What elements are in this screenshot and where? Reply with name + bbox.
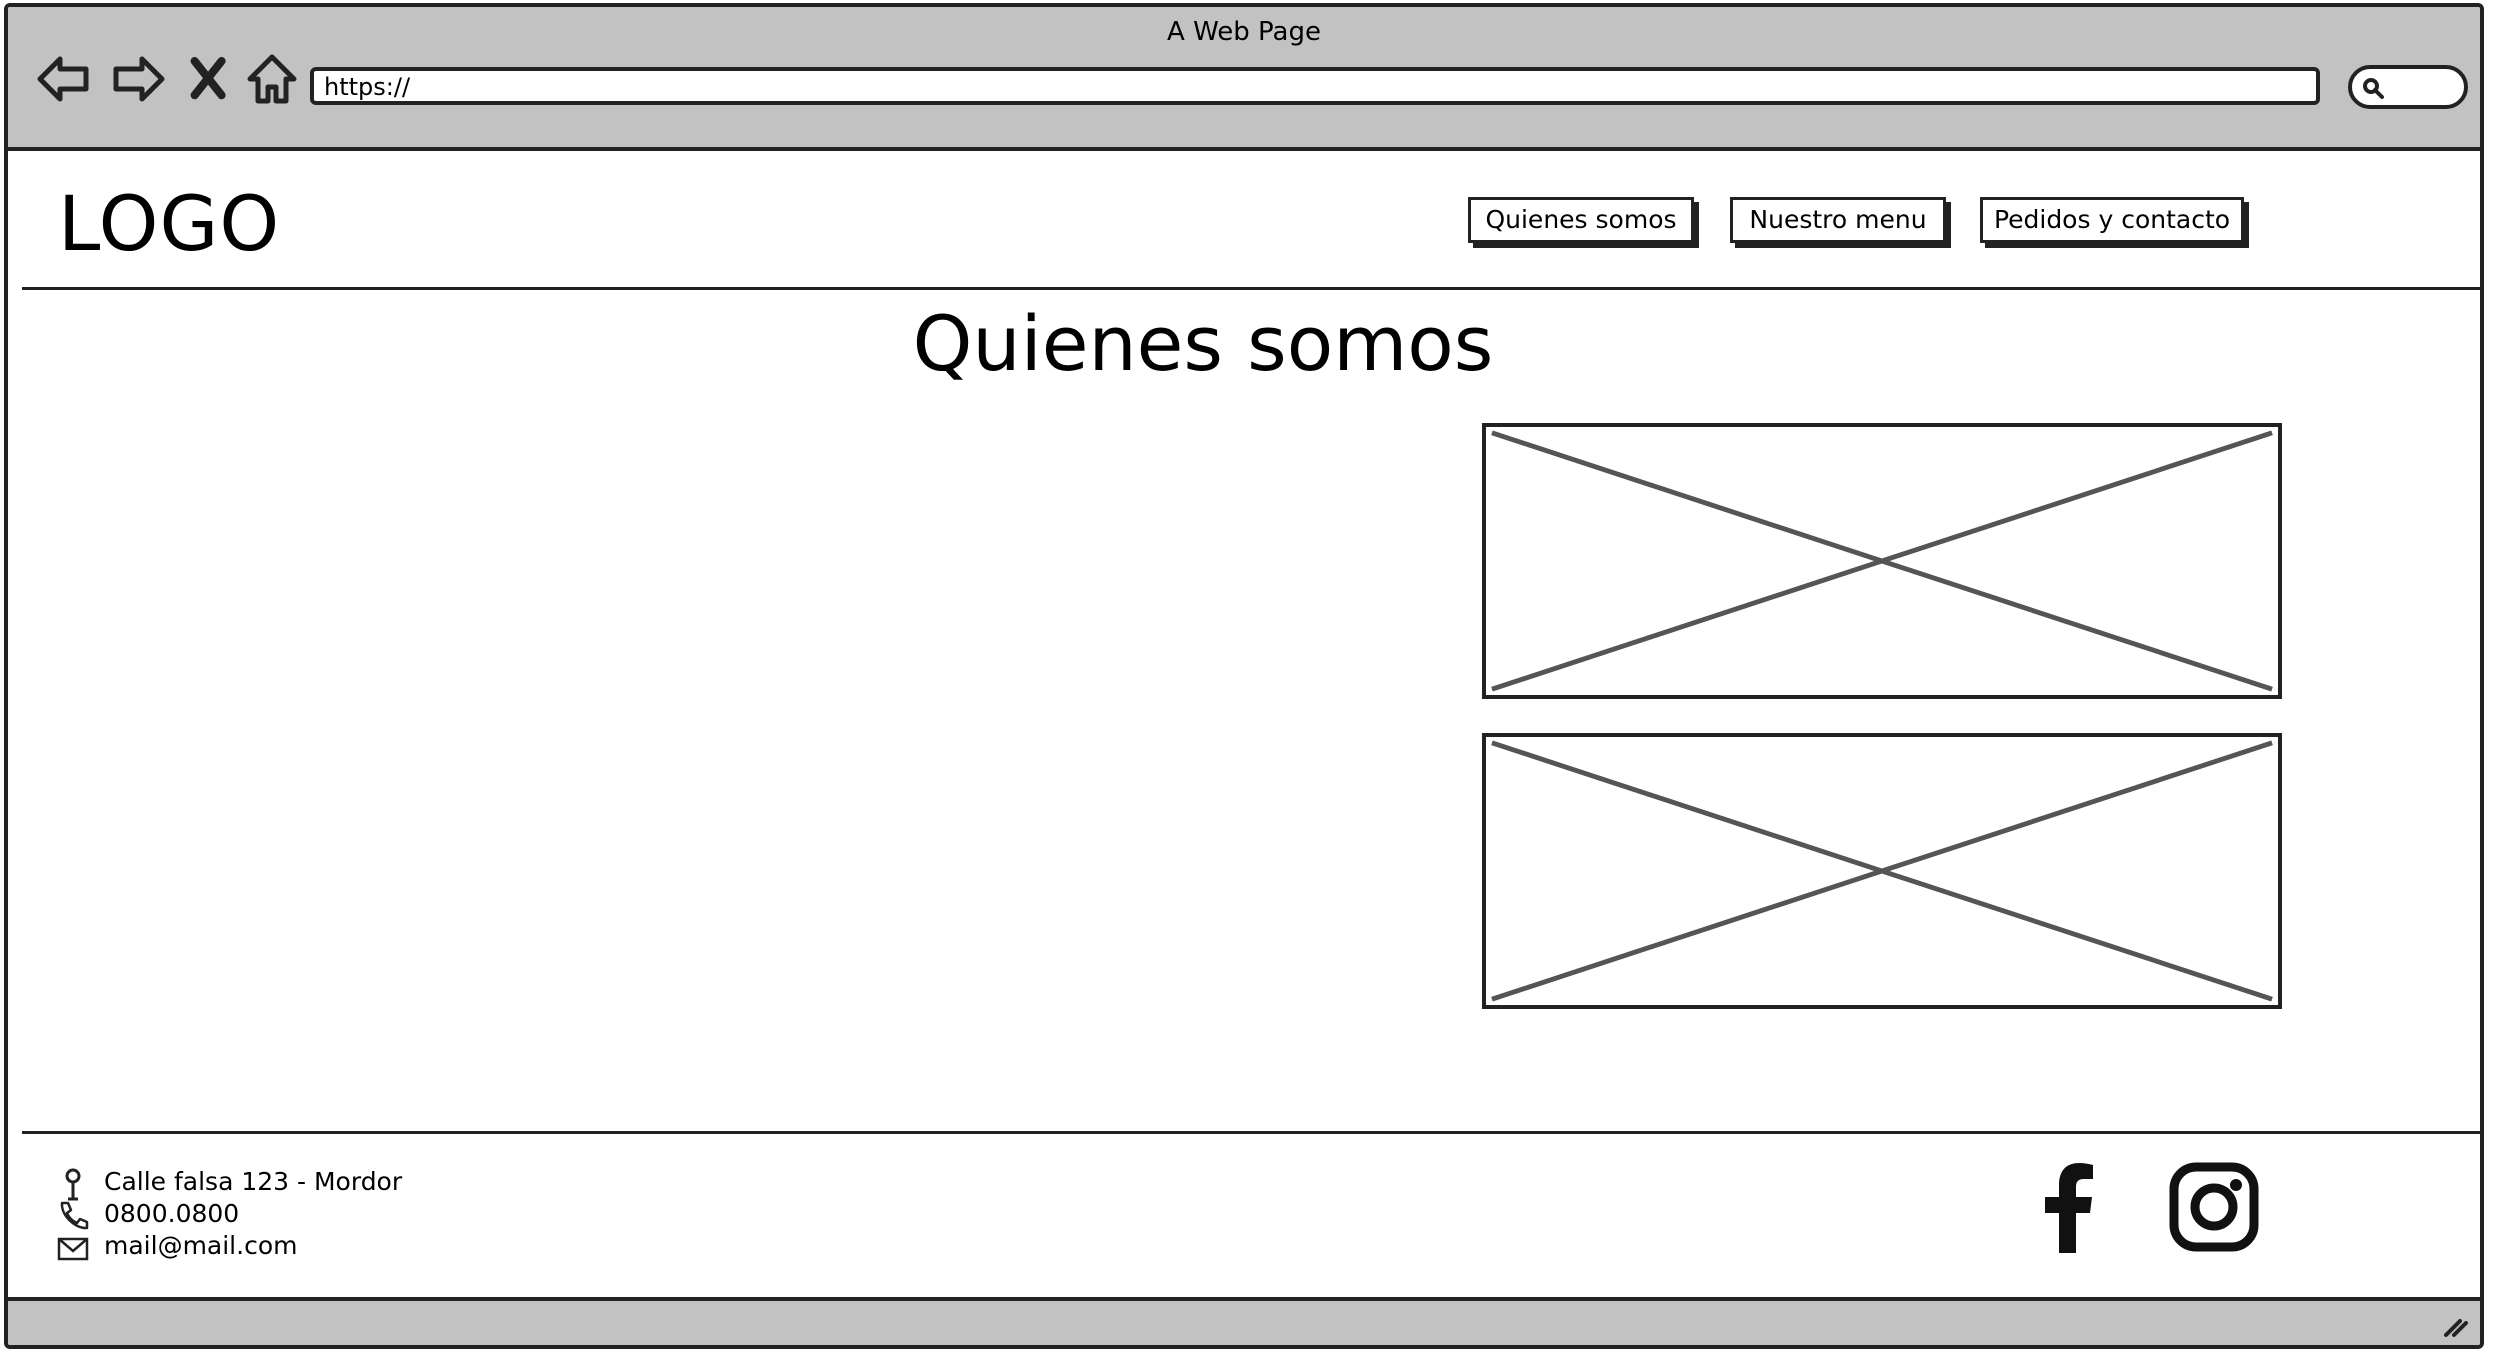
resize-grip-icon[interactable] [2440, 1309, 2470, 1339]
footer-address: Calle falsa 123 - Mordor [104, 1167, 403, 1196]
nav-button-pedidos-contacto[interactable]: Pedidos y contacto [1980, 197, 2244, 243]
browser-toolbar [8, 7, 2480, 151]
header-divider [22, 287, 2484, 290]
site-logo[interactable]: LOGO [58, 179, 281, 268]
instagram-icon[interactable] [2164, 1157, 2264, 1257]
phone-icon [56, 1199, 90, 1233]
nav-button-quienes-somos[interactable]: Quienes somos [1468, 197, 1694, 243]
address-bar[interactable]: https:// [310, 67, 2320, 105]
location-pin-icon [56, 1167, 90, 1201]
window-title: A Web Page [1167, 17, 1321, 47]
browser-window [4, 3, 2484, 1349]
nav-button-nuestro-menu[interactable]: Nuestro menu [1730, 197, 1946, 243]
footer-divider [22, 1131, 2484, 1134]
image-placeholder-2 [1482, 733, 2282, 1009]
page-title: Quienes somos [912, 299, 1494, 388]
home-icon[interactable] [242, 49, 302, 109]
forward-arrow-icon[interactable] [108, 49, 168, 109]
mail-icon [56, 1231, 90, 1265]
facebook-icon[interactable] [2018, 1157, 2118, 1257]
stop-icon[interactable] [182, 49, 236, 109]
footer-phone: 0800.0800 [104, 1199, 240, 1228]
about-paragraph-2 [320, 767, 1248, 959]
image-placeholder-1 [1482, 423, 2282, 699]
back-arrow-icon[interactable] [34, 49, 94, 109]
browser-status-bar [8, 1297, 2480, 1345]
footer-email[interactable]: mail@mail.com [104, 1231, 298, 1260]
browser-search[interactable] [2348, 65, 2468, 109]
about-paragraph-1 [320, 419, 1248, 739]
search-icon [2362, 77, 2384, 99]
